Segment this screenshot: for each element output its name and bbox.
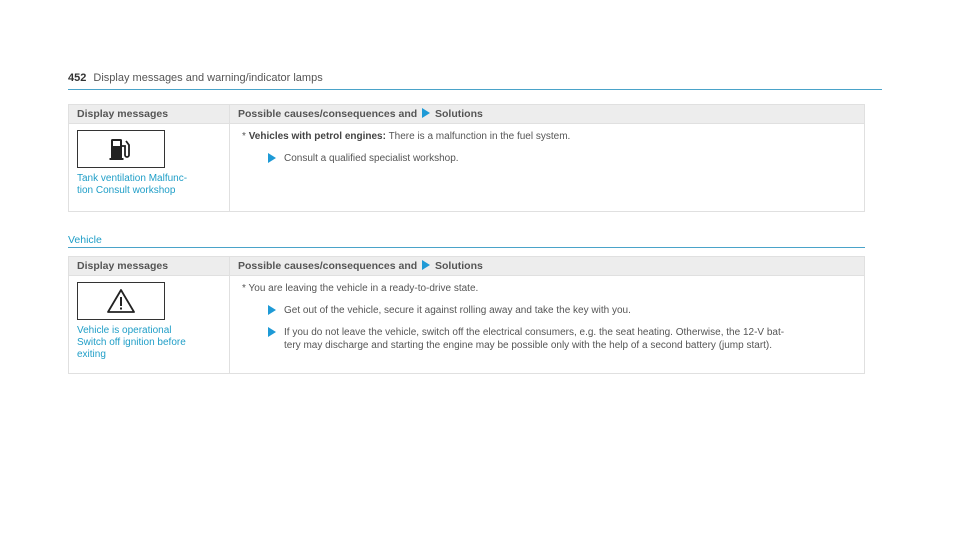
fuel-message-table [68, 104, 865, 212]
vehicle-operational-label [77, 325, 221, 361]
col-solutions-label: Solutions [435, 260, 483, 272]
section-rule [68, 247, 865, 248]
solution-text: Consult a qualified specialist workshop. [284, 153, 459, 164]
arrow-right-icon [422, 260, 430, 270]
asterisk-marker: * [242, 131, 246, 142]
col-causes-label: Possible causes/consequences and [238, 108, 418, 120]
solution-item [266, 152, 856, 165]
col-causes-label: Possible causes/consequences and [238, 260, 418, 272]
fuel-pump-icon [77, 130, 165, 168]
label-line: Switch off ignition before [77, 337, 186, 348]
table-header-row [69, 257, 865, 276]
cause-line [242, 130, 856, 143]
cause-text: There is a malfunction in the fuel system. [388, 131, 571, 142]
warning-triangle-icon [77, 282, 165, 320]
label-line: exiting [77, 349, 106, 360]
vehicle-message-table [68, 256, 865, 374]
col-causes-solutions [230, 257, 865, 276]
table-row [69, 124, 865, 212]
col-causes-solutions [230, 105, 865, 124]
col-display-messages: Display messages [69, 257, 230, 276]
message-cell [69, 276, 230, 374]
solution-item [266, 304, 856, 317]
page-title: Display messages and warning/indicator lamps [93, 72, 323, 84]
solution-text-line: tery may discharge and starting the engine may be possible only with the help of a second battery (jump start). [284, 340, 773, 351]
section-title: Vehicle [68, 234, 102, 246]
arrow-right-icon [268, 153, 276, 163]
asterisk-marker: * [242, 283, 246, 294]
page-number: 452 [68, 72, 87, 84]
arrow-right-icon [422, 108, 430, 118]
cause-cell [230, 124, 865, 212]
solution-item [266, 326, 856, 352]
solution-text: Get out of the vehicle, secure it against rolling away and take the key with you. [284, 305, 631, 316]
label-line: tion Consult workshop [77, 185, 176, 196]
solution-text-line: If you do not leave the vehicle, switch off the electrical consumers, e.g. the seat heating. Otherwise, the 12-V bat- [284, 327, 785, 338]
page-header [68, 72, 323, 84]
table-header-row [69, 105, 865, 124]
cause-bold: Vehicles with petrol engines: [248, 131, 386, 142]
col-solutions-label: Solutions [435, 108, 483, 120]
tank-ventilation-label [77, 173, 221, 197]
col-display-messages: Display messages [69, 105, 230, 124]
header-rule [68, 89, 882, 90]
cause-line [242, 282, 856, 295]
label-line: Vehicle is operational [77, 325, 172, 336]
cause-text: You are leaving the vehicle in a ready-to-drive state. [248, 283, 479, 294]
message-cell [69, 124, 230, 212]
arrow-right-icon [268, 305, 276, 315]
table-row [69, 276, 865, 374]
label-line: Tank ventilation Malfunc- [77, 173, 188, 184]
solution-text [284, 326, 784, 352]
cause-cell [230, 276, 865, 374]
arrow-right-icon [268, 327, 276, 337]
